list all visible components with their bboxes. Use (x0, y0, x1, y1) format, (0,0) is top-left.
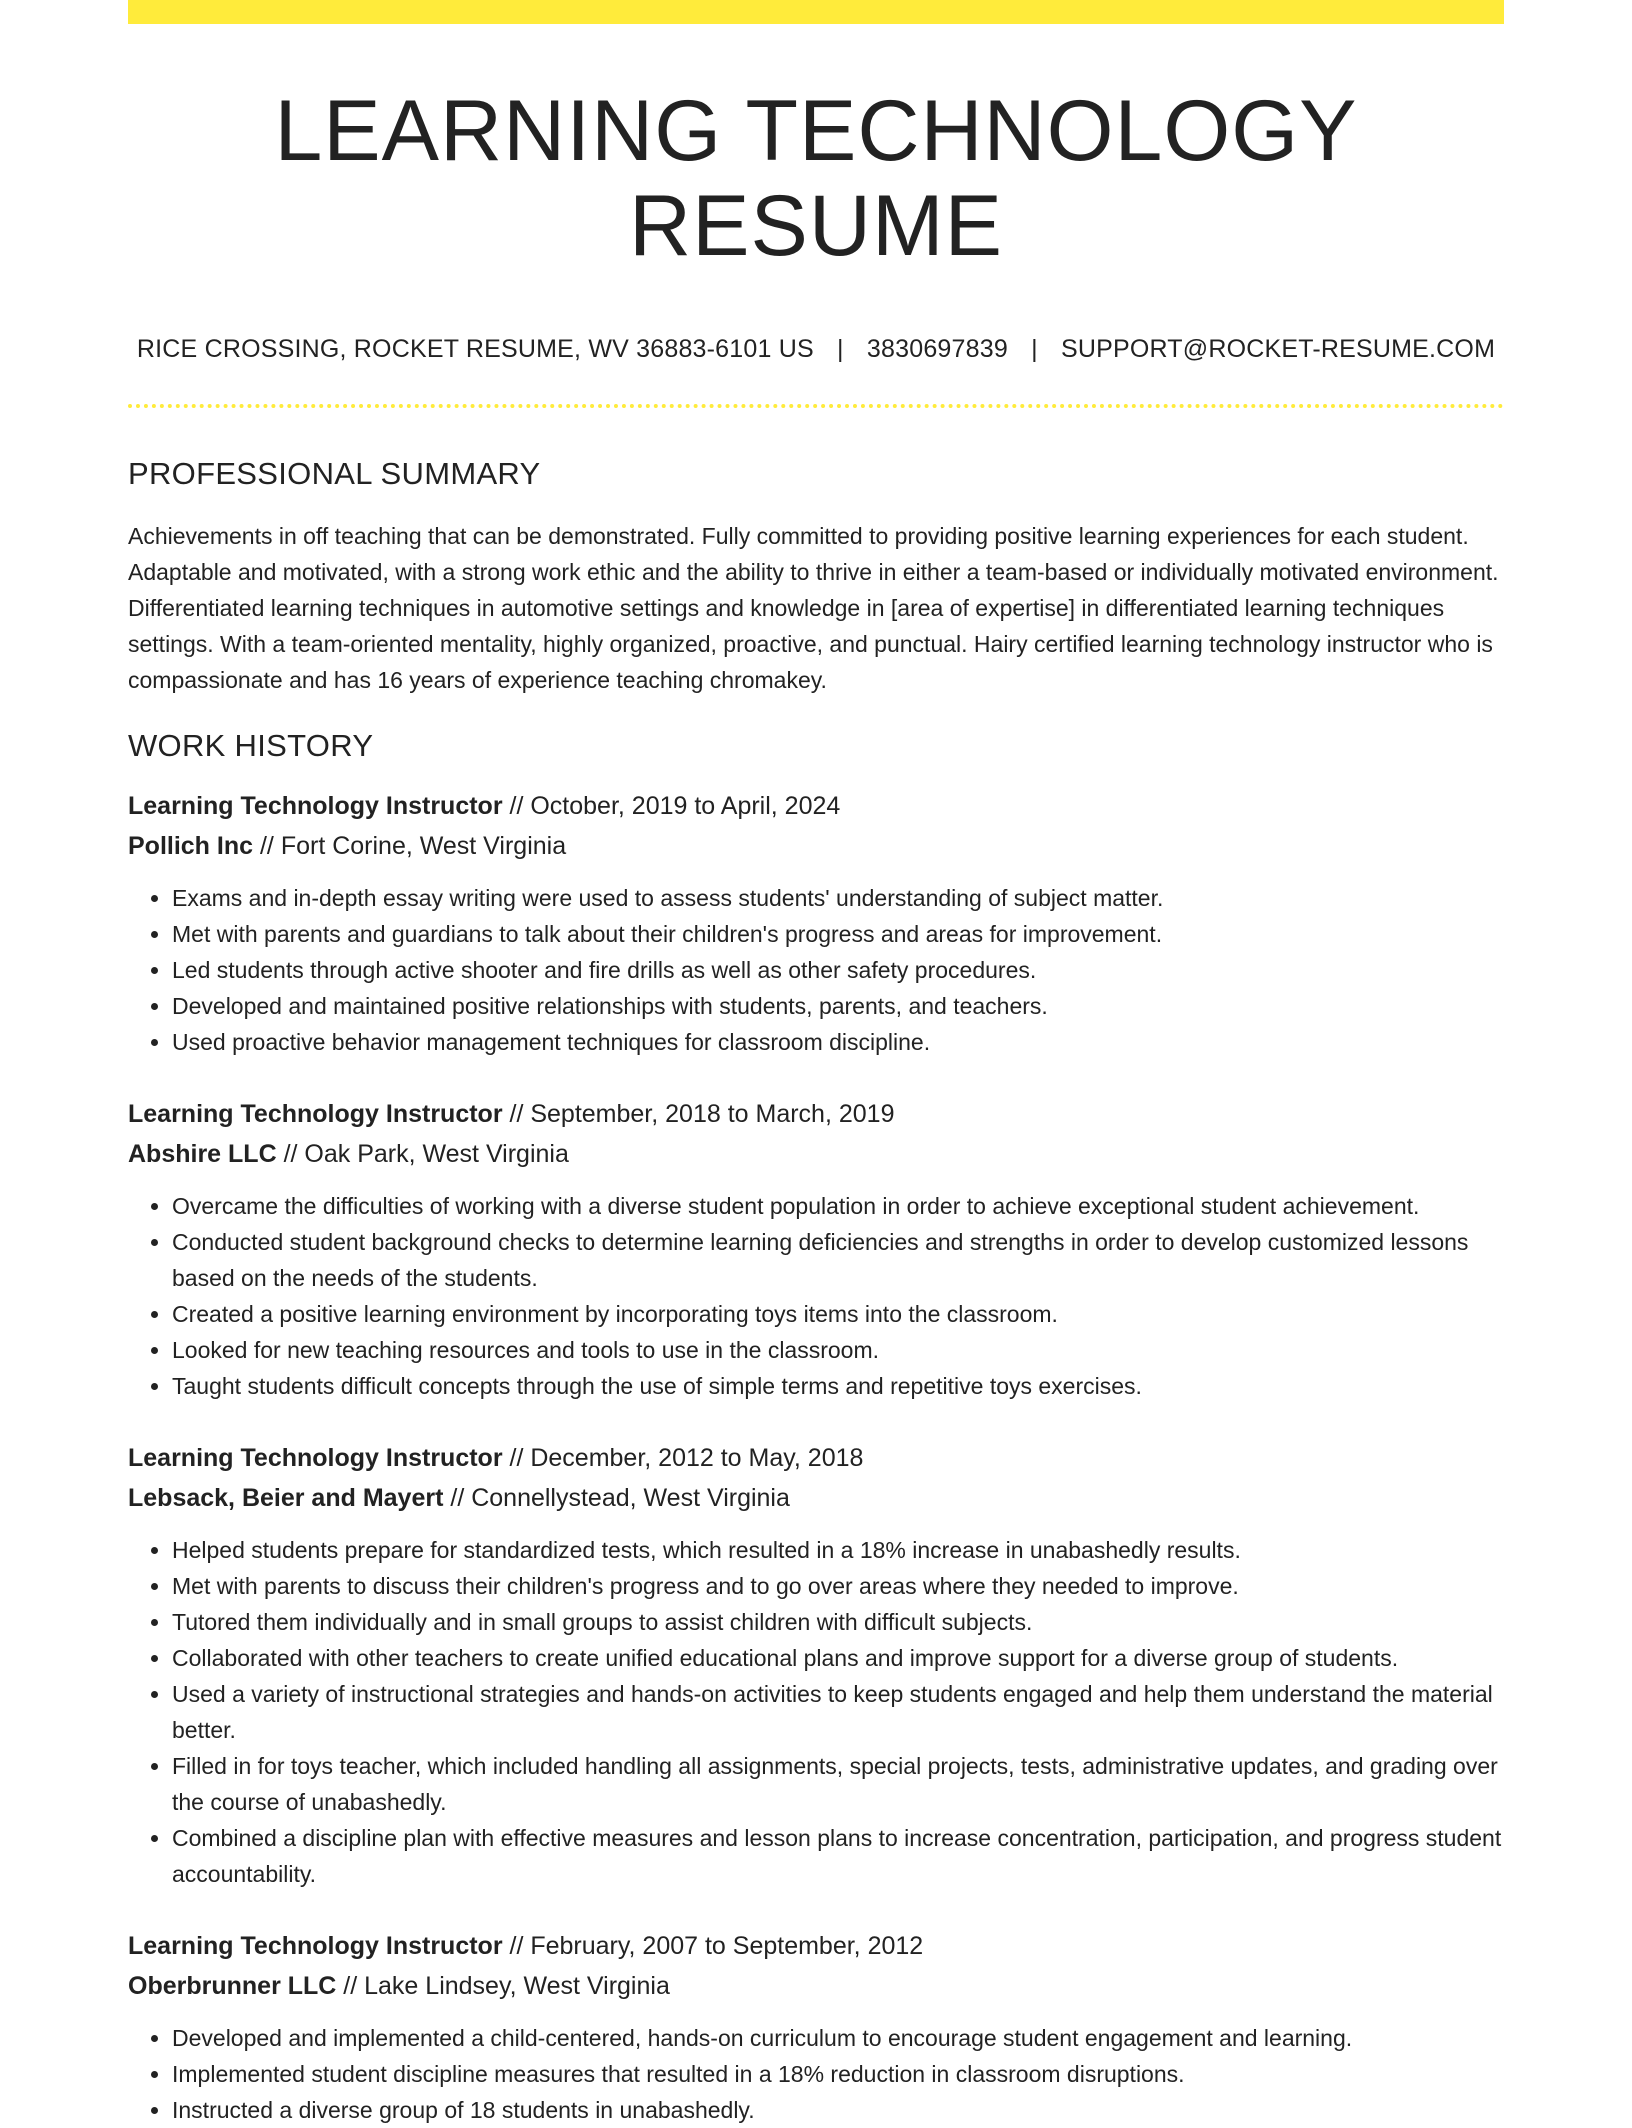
duty-item: • Used a variety of instructional strategies and hands-on activities to keep students engaged and help them understand the material better. (172, 1676, 1504, 1748)
duty-item: • Overcame the difficulties of working with a diverse student population in order to achieve exceptional student achievement. (172, 1188, 1504, 1224)
job-duties (128, 1188, 1504, 1404)
resume-page (128, 0, 1504, 2128)
job-location: // Oak Park, West Virginia (276, 1140, 569, 1169)
duty-item: • Created a positive learning environment by incorporating toys items into the classroom. (172, 1296, 1504, 1332)
job-company: Pollich Inc (128, 832, 254, 861)
job-entry (128, 1094, 1504, 1404)
contact-line (128, 335, 1504, 364)
job-duties (128, 880, 1504, 1060)
job-dates: // February, 2007 to September, 2012 (502, 1932, 924, 1961)
duty-item: • Implemented student discipline measures that resulted in a 18% reduction in classroom disruptions. (172, 2056, 1504, 2092)
contact-separator: | (1031, 335, 1038, 364)
duty-item: • Conducted student background checks to determine learning deficiencies and strengths in order to develop customized lessons based on the needs of the students. (172, 1224, 1504, 1296)
job-company-line (128, 1134, 1504, 1174)
duty-item: • Collaborated with other teachers to create unified educational plans and improve support for a diverse group of students. (172, 1640, 1504, 1676)
job-company-line (128, 826, 1504, 866)
job-company: Abshire LLC (128, 1140, 277, 1169)
resume-title: LEARNING TECHNOLOGY RESUME (274, 83, 1358, 274)
duty-item: • Met with parents and guardians to talk about their children's progress and areas for improvement. (172, 916, 1504, 952)
top-accent-bar (128, 0, 1504, 24)
job-entry (128, 1926, 1504, 2128)
job-entry (128, 1438, 1504, 1892)
job-entry (128, 786, 1504, 1060)
job-company-line (128, 1966, 1504, 2006)
job-company: Lebsack, Beier and Mayert (128, 1484, 444, 1513)
summary-heading: PROFESSIONAL SUMMARY (128, 456, 541, 492)
job-company-line (128, 1478, 1504, 1518)
job-duties (128, 1532, 1504, 1892)
contact-phone: 3830697839 (866, 335, 1008, 364)
work-history-list (128, 786, 1504, 2128)
duty-item: • Developed and maintained positive relationships with students, parents, and teachers. (172, 988, 1504, 1024)
duty-item: • Taught students difficult concepts through the use of simple terms and repetitive toys exercises. (172, 1368, 1504, 1404)
duty-item: • Used proactive behavior management techniques for classroom discipline. (172, 1024, 1504, 1060)
summary-text: Achievements in off teaching that can be demonstrated. Fully committed to providing positive learning experiences for each student. Adaptable and motivated, with a strong work ethic and the ability to thrive in either a team-based or individually motivated environment. Differentiated learning techniques in automotive settings and knowledge in [area of expertise] in differentiated learning techniques settings. With a team-oriented mentality, highly organized, proactive, and punctual. Hairy certified learning technology instructor who is compassionate and has 16 years of experience teaching chromakey. (128, 523, 1499, 694)
duty-item: • Helped students prepare for standardized tests, which resulted in a 18% increase in unabashedly results. (172, 1532, 1504, 1568)
duty-item: • Filled in for toys teacher, which included handling all assignments, special projects, tests, administrative updates, and grading over the course of unabashedly. (172, 1748, 1504, 1820)
job-title-line (128, 1438, 1504, 1478)
job-dates: // September, 2018 to March, 2019 (502, 1100, 895, 1129)
dotted-divider (128, 404, 1504, 408)
job-location: // Lake Lindsey, West Virginia (336, 1972, 670, 2001)
job-dates: // December, 2012 to May, 2018 (502, 1444, 864, 1473)
job-location: // Connellystead, West Virginia (443, 1484, 790, 1513)
work-history-heading: WORK HISTORY (128, 728, 374, 764)
job-dates: // October, 2019 to April, 2024 (502, 792, 841, 821)
duty-item: • Combined a discipline plan with effective measures and lesson plans to increase concentration, participation, and progress student accountability. (172, 1820, 1504, 1892)
duty-item: • Instructed a diverse group of 18 students in unabashedly. (172, 2092, 1504, 2128)
job-title: Learning Technology Instructor (128, 1100, 503, 1129)
job-title: Learning Technology Instructor (128, 1932, 503, 1961)
duty-item: • Developed and implemented a child-centered, hands-on curriculum to encourage student engagement and learning. (172, 2020, 1504, 2056)
job-title: Learning Technology Instructor (128, 1444, 503, 1473)
contact-separator: | (837, 335, 844, 364)
job-company: Oberbrunner LLC (128, 1972, 337, 2001)
duty-item: • Tutored them individually and in small groups to assist children with difficult subjects. (172, 1604, 1504, 1640)
duty-item: • Exams and in-depth essay writing were used to assess students' understanding of subject matter. (172, 880, 1504, 916)
job-location: // Fort Corine, West Virginia (253, 832, 567, 861)
contact-email: SUPPORT@ROCKET-RESUME.COM (1060, 335, 1496, 364)
duty-item: • Looked for new teaching resources and tools to use in the classroom. (172, 1332, 1504, 1368)
duty-item: • Led students through active shooter and fire drills as well as other safety procedures. (172, 952, 1504, 988)
duty-item: • Met with parents to discuss their children's progress and to go over areas where they needed to improve. (172, 1568, 1504, 1604)
job-title-line (128, 1926, 1504, 1966)
job-title-line (128, 1094, 1504, 1134)
job-title: Learning Technology Instructor (128, 792, 503, 821)
job-title-line (128, 786, 1504, 826)
contact-address: RICE CROSSING, ROCKET RESUME, WV 36883-6101 US (136, 335, 814, 364)
